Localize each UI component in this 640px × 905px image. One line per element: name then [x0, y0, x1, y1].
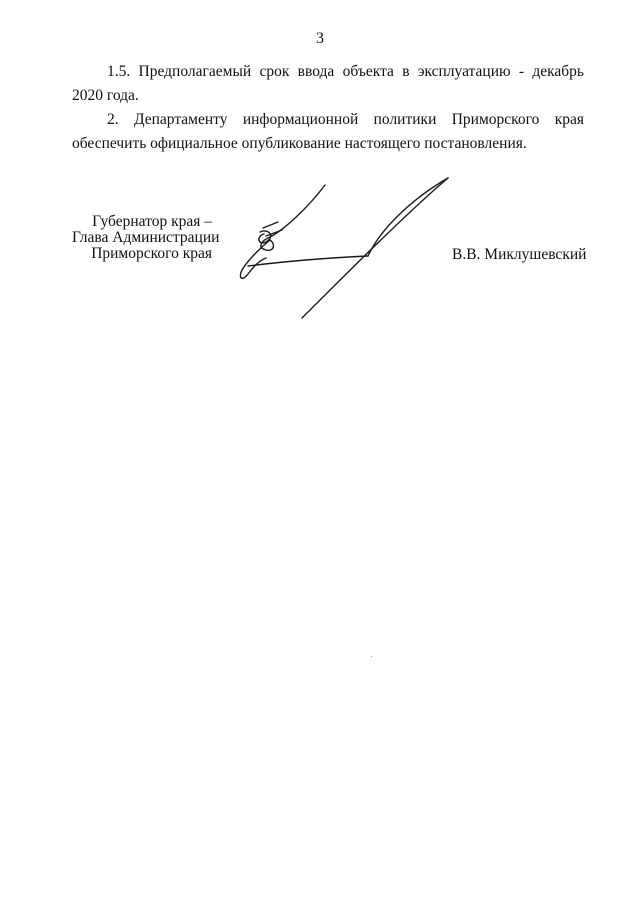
handwritten-signature — [230, 170, 460, 320]
paragraph-line: обеспечить официальное опубликование настоящего постановления. — [72, 135, 527, 152]
paragraph-2 — [72, 108, 584, 156]
paragraph-line: 2020 года. — [72, 87, 139, 104]
page-number: 3 — [316, 30, 324, 47]
signer-title — [72, 213, 220, 262]
signer-title-line: Глава Администрации — [72, 229, 220, 246]
paragraph-1-5 — [72, 60, 584, 108]
paragraph-line: 2. Департаменту информационной политики Приморского края — [107, 111, 584, 128]
signer-title-line: Приморского края — [91, 245, 212, 262]
paragraph-line: 1.5. Предполагаемый срок ввода объекта в эксплуатацию - декабрь — [107, 63, 584, 80]
scan-speck — [371, 656, 372, 657]
signer-name: В.В. Миклушевский — [452, 246, 587, 263]
signer-title-line: Губернатор края – — [92, 213, 212, 230]
